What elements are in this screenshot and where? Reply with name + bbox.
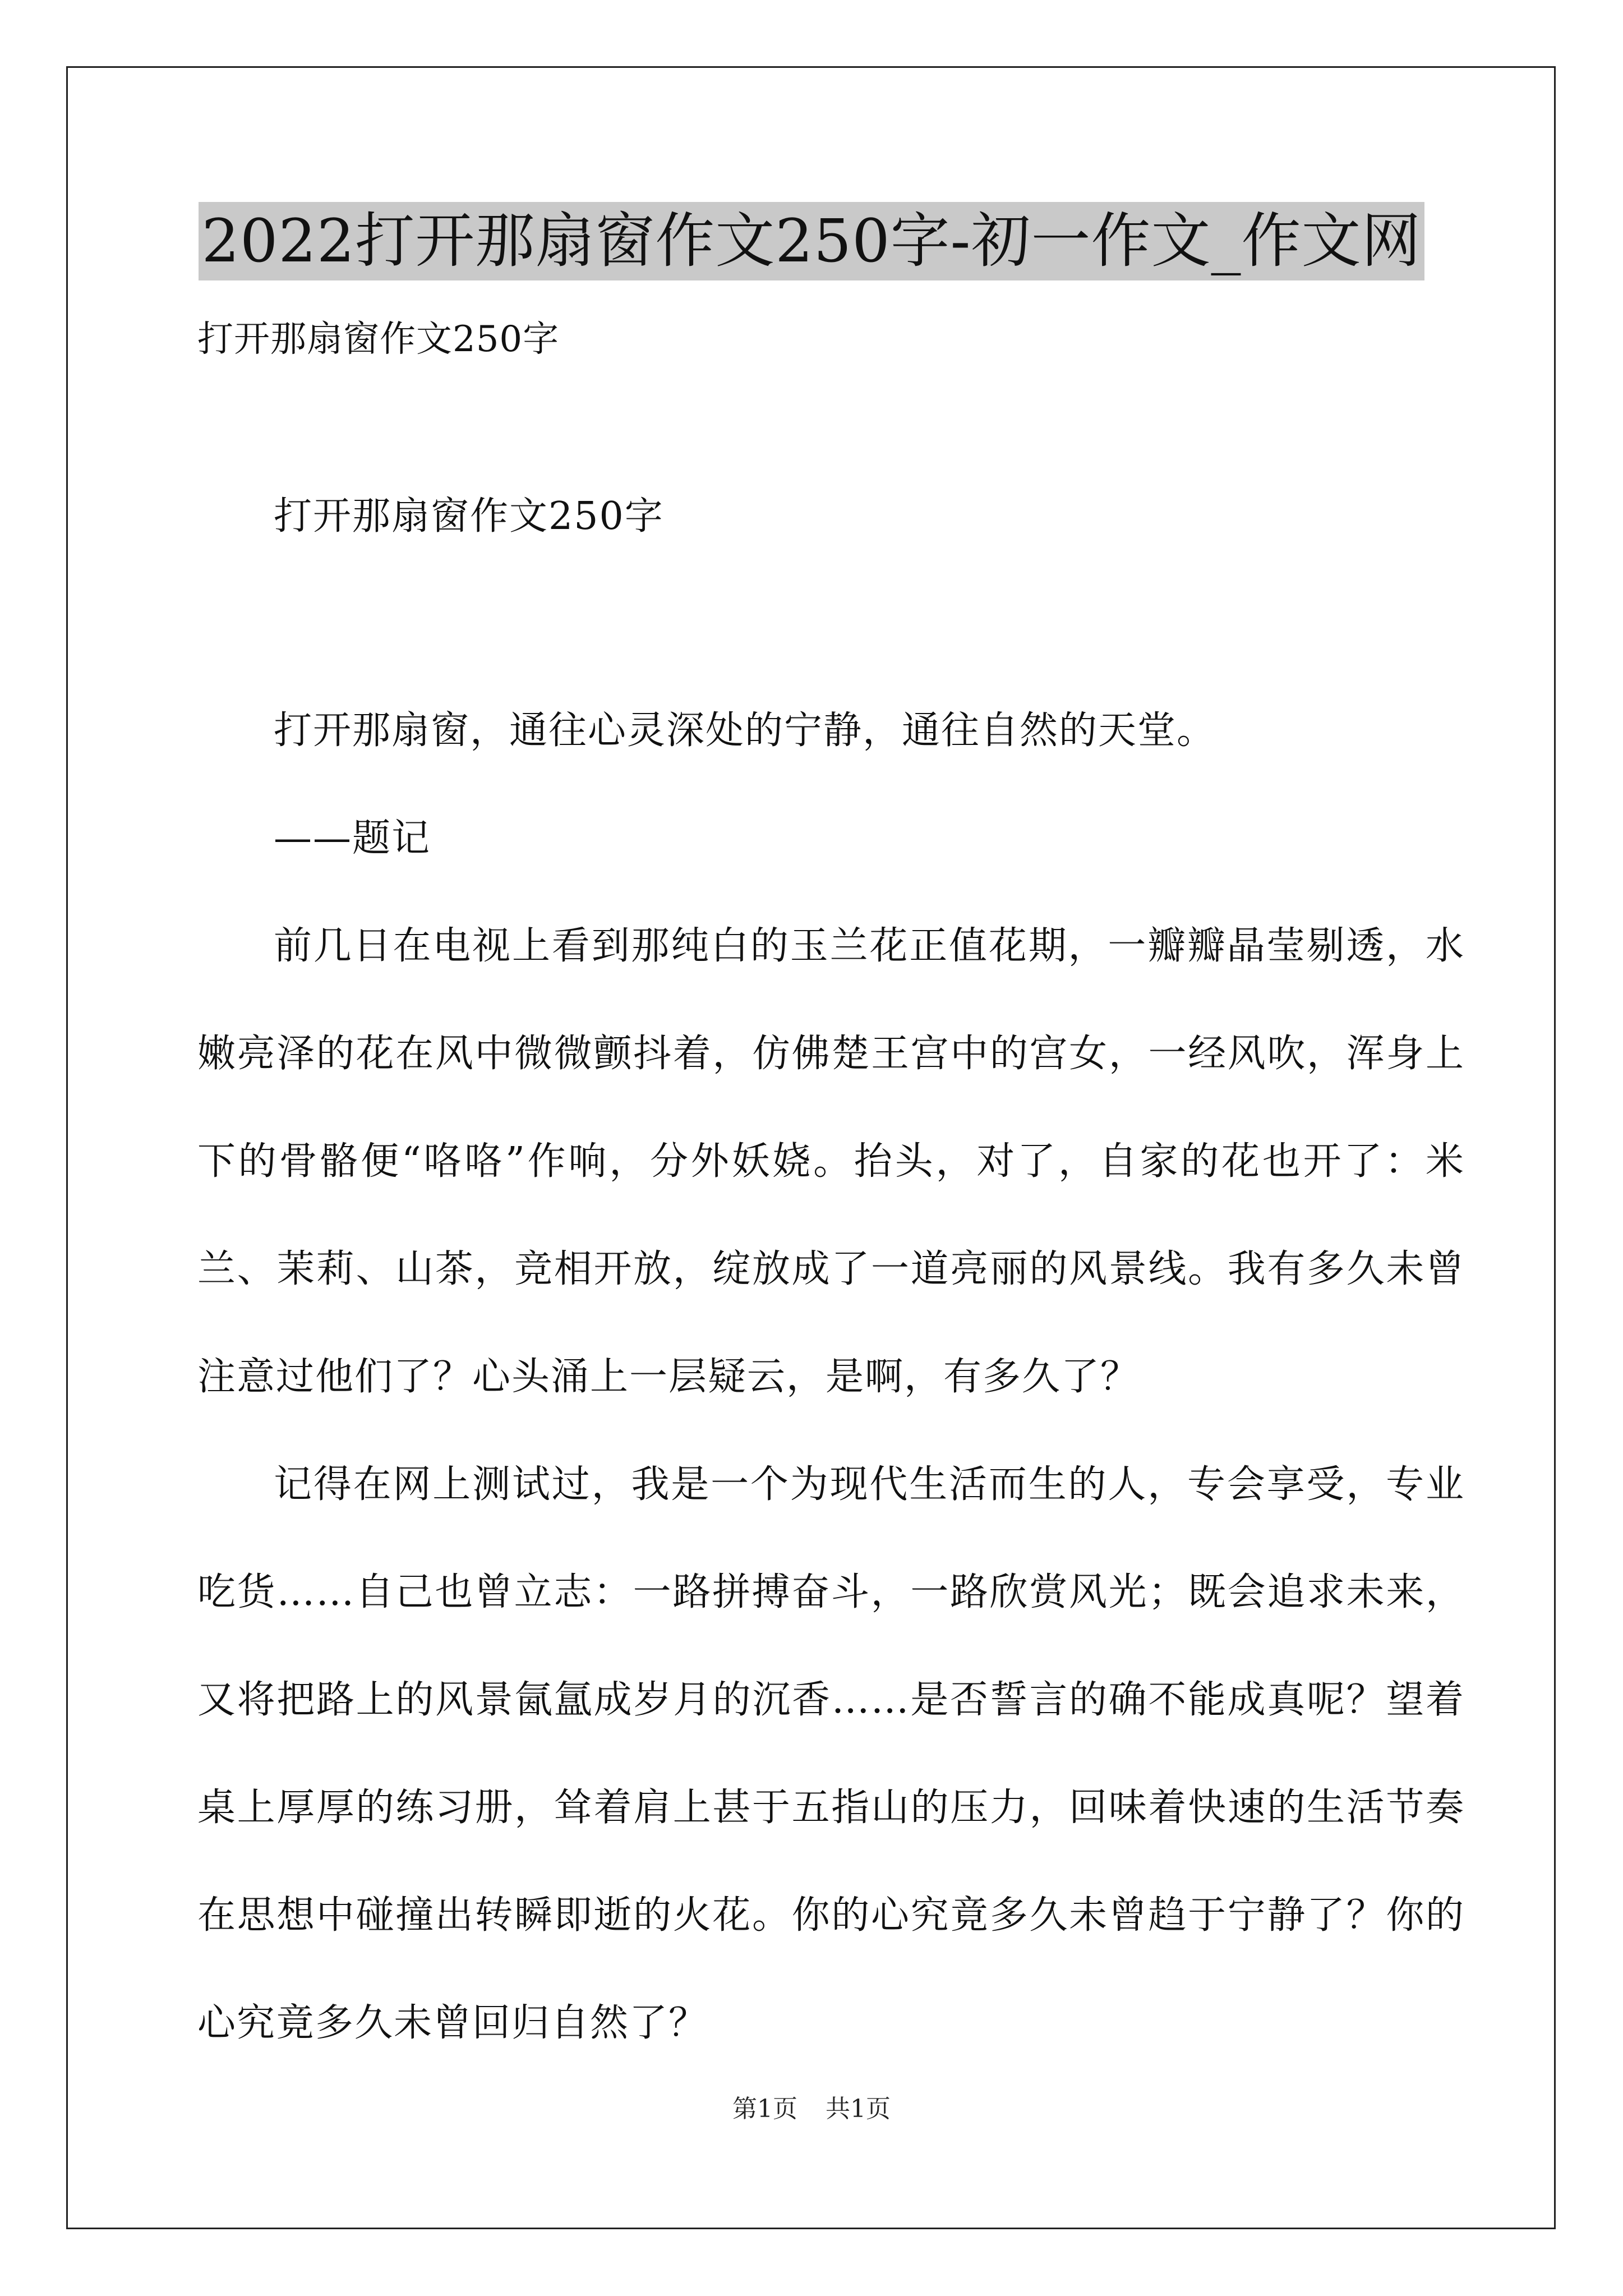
title-container [0, 202, 1623, 280]
paragraph-body-2: 记得在网上测试过，我是一个为现代生活而生的人，专会享受，专业吃货……自己也曾立志：一路拼搏奋斗，一路欣赏风光；既会追求未来，又将把路上的风景氤氲成岁月的沉香……是否誓言的确不能成真呢？望着桌上厚厚的练习册，耸着肩上甚于五指山的压力，回味着快速的生活节奏在思想中碰撞出转瞬即逝的火花。你的心究竟多久未曾趋于宁静了？你的心究竟多久未曾回归自然了？ [197, 1462, 1465, 2045]
document-body [197, 463, 1465, 2077]
paragraph-epigraph: ——题记 [274, 816, 431, 861]
document-subtitle: 打开那扇窗作文250字 [197, 319, 560, 360]
paragraph-heading: 打开那扇窗作文250字 [274, 494, 664, 539]
page-current: 第1页 [732, 2095, 797, 2123]
page-total: 共1页 [826, 2095, 891, 2123]
paragraph-body-1: 前几日在电视上看到那纯白的玉兰花正值花期，一瓣瓣晶莹剔透，水嫩亮泽的花在风中微微颤抖着，仿佛楚王宫中的宫女，一经风吹，浑身上下的骨骼便“咯咯”作响，分外妖娆。抬头，对了，自家的花也开了：米兰、茉莉、山茶，竞相开放，绽放成了一道亮丽的风景线。我有多久未曾注意过他们了？心头涌上一层疑云，是啊，有多久了？ [197, 924, 1465, 1399]
document-title: 2022打开那扇窗作文250字-初一作文_作文网 [199, 202, 1425, 280]
paragraph-intro: 打开那扇窗，通往心灵深处的宁静，通往自然的天堂。 [274, 708, 1216, 753]
page-footer [0, 2092, 1623, 2126]
